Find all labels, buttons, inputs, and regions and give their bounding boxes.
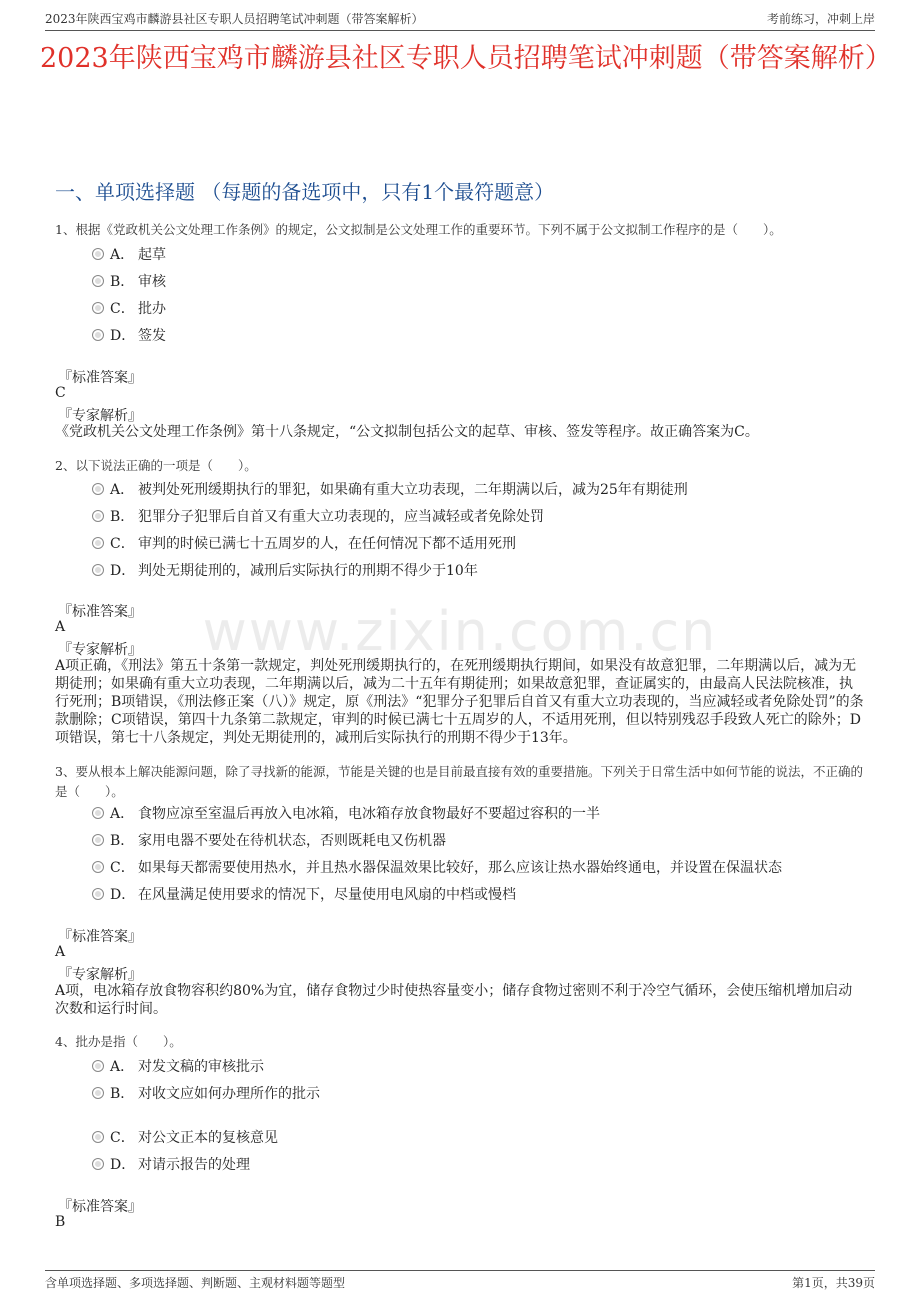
- radio-icon[interactable]: [92, 1158, 104, 1170]
- answer-label: 『标准答案』: [58, 370, 142, 386]
- answer-label: 『标准答案』: [58, 604, 142, 620]
- option-a[interactable]: A． 食物应凉至室温后再放入电冰箱，电冰箱存放食物最好不要超过容积的一半: [92, 803, 600, 823]
- option-a[interactable]: A． 对发文稿的审核批示: [92, 1056, 264, 1076]
- radio-icon[interactable]: [92, 248, 104, 260]
- question-stem: 1、根据《党政机关公文处理工作条例》的规定，公文拟制是公文处理工作的重要环节。下列不属于公文拟制工作程序的是（ ）。: [55, 222, 782, 237]
- question-stem: 3、要从根本上解决能源问题，除了寻找新的能源，节能是关键的也是目前最直接有效的重要措施。下列关于日常生活中如何节能的说法，不正确的是（ ）。: [55, 764, 863, 799]
- radio-icon[interactable]: [92, 275, 104, 287]
- radio-icon[interactable]: [92, 329, 104, 341]
- option-b[interactable]: B． 审核: [92, 271, 166, 291]
- option-c[interactable]: C． 如果每天都需要使用热水，并且热水器保温效果比较好，那么应该让热水器始终通电，并设置在保温状态: [92, 857, 782, 877]
- radio-icon[interactable]: [92, 1087, 104, 1099]
- question-stem: 4、批办是指（ ）。: [55, 1034, 182, 1049]
- radio-icon[interactable]: [92, 302, 104, 314]
- radio-icon[interactable]: [92, 834, 104, 846]
- page-header: [45, 8, 875, 31]
- expert-label: 『专家解析』: [58, 408, 142, 424]
- option-c[interactable]: C． 批办: [92, 298, 166, 318]
- radio-icon[interactable]: [92, 888, 104, 900]
- header-doc-title: 2023年陕西宝鸡市麟游县社区专职人员招聘笔试冲刺题（带答案解析）: [45, 12, 424, 26]
- option-b[interactable]: B． 犯罪分子犯罪后自首又有重大立功表现的，应当减轻或者免除处罚: [92, 506, 544, 526]
- option-c[interactable]: C． 对公文正本的复核意见: [92, 1127, 278, 1147]
- header-slogan: 考前练习，冲刺上岸: [766, 12, 875, 26]
- option-d[interactable]: D． 签发: [92, 325, 166, 345]
- watermark: www.zixin.com.cn: [202, 600, 718, 663]
- radio-icon[interactable]: [92, 483, 104, 495]
- answer-value: B: [55, 1214, 66, 1230]
- option-b[interactable]: B． 对收文应如何办理所作的批示: [92, 1083, 320, 1103]
- option-c[interactable]: C． 审判的时候已满七十五周岁的人，在任何情况下都不适用死刑: [92, 533, 516, 553]
- option-a[interactable]: A． 被判处死刑缓期执行的罪犯，如果确有重大立功表现，二年期满以后，减为25年有期徒刑: [92, 479, 688, 499]
- radio-icon[interactable]: [92, 1060, 104, 1072]
- answer-value: C: [55, 385, 66, 401]
- page-number: 第1页，共39页: [792, 1276, 875, 1290]
- explanation-text: A项正确，《刑法》第五十条第一款规定，判处死刑缓期执行的，在死刑缓期执行期间，如果没有故意犯罪，二年期满以后，减为无期徒刑；如果确有重大立功表现，二年期满以后，减为二十五年有期徒刑；如果故意犯罪，查证属实的，由最高人民法院核准，执行死刑；B项错误，《刑法修正案（八）》规定，原《刑法》“犯罪分子犯罪后自首又有重大立功表现的，当应减轻或者免除处罚”的条款删除；C项错误，第四十九条第二款规定，审判的时候已满七十五周岁的人，不适用死刑，但以特别残忍手段致人死亡的除外；D项错误，第七十八条规定，判处无期徒刑的，减刑后实际执行的刑期不得少于13年。: [55, 658, 864, 746]
- radio-icon[interactable]: [92, 564, 104, 576]
- option-d[interactable]: D． 判处无期徒刑的，减刑后实际执行的刑期不得少于10年: [92, 560, 478, 580]
- radio-icon[interactable]: [92, 510, 104, 522]
- radio-icon[interactable]: [92, 861, 104, 873]
- answer-value: A: [55, 944, 66, 960]
- option-d[interactable]: D． 在风量满足使用要求的情况下，尽量使用电风扇的中档或慢档: [92, 884, 516, 904]
- page-title: 2023年陕西宝鸡市麟游县社区专职人员招聘笔试冲刺题（带答案解析）: [40, 43, 892, 74]
- option-a[interactable]: A． 起草: [92, 244, 166, 264]
- question-stem: 2、以下说法正确的一项是（ ）。: [55, 458, 257, 473]
- footer-question-types: 含单项选择题、多项选择题、判断题、主观材料题等题型: [45, 1276, 346, 1290]
- expert-label: 『专家解析』: [58, 642, 142, 658]
- radio-icon[interactable]: [92, 537, 104, 549]
- answer-value: A: [55, 619, 66, 635]
- page-footer: [45, 1270, 875, 1293]
- explanation-text: A项，电冰箱存放食物容积约80%为宜，储存食物过少时使热容量变小；储存食物过密则不利于冷空气循环，会使压缩机增加启动次数和运行时间。: [55, 983, 853, 1017]
- answer-label: 『标准答案』: [58, 929, 142, 945]
- radio-icon[interactable]: [92, 1131, 104, 1143]
- answer-label: 『标准答案』: [58, 1199, 142, 1215]
- option-d[interactable]: D． 对请示报告的处理: [92, 1154, 250, 1174]
- radio-icon[interactable]: [92, 807, 104, 819]
- explanation-text: 《党政机关公文处理工作条例》第十八条规定，“公文拟制包括公文的起草、审核、签发等程序。故正确答案为C。: [55, 424, 759, 440]
- section-heading: 一、单项选择题 （每题的备选项中，只有1个最符题意）: [55, 180, 555, 204]
- option-b[interactable]: B． 家用电器不要处在待机状态，否则既耗电又伤机器: [92, 830, 446, 850]
- expert-label: 『专家解析』: [58, 967, 142, 983]
